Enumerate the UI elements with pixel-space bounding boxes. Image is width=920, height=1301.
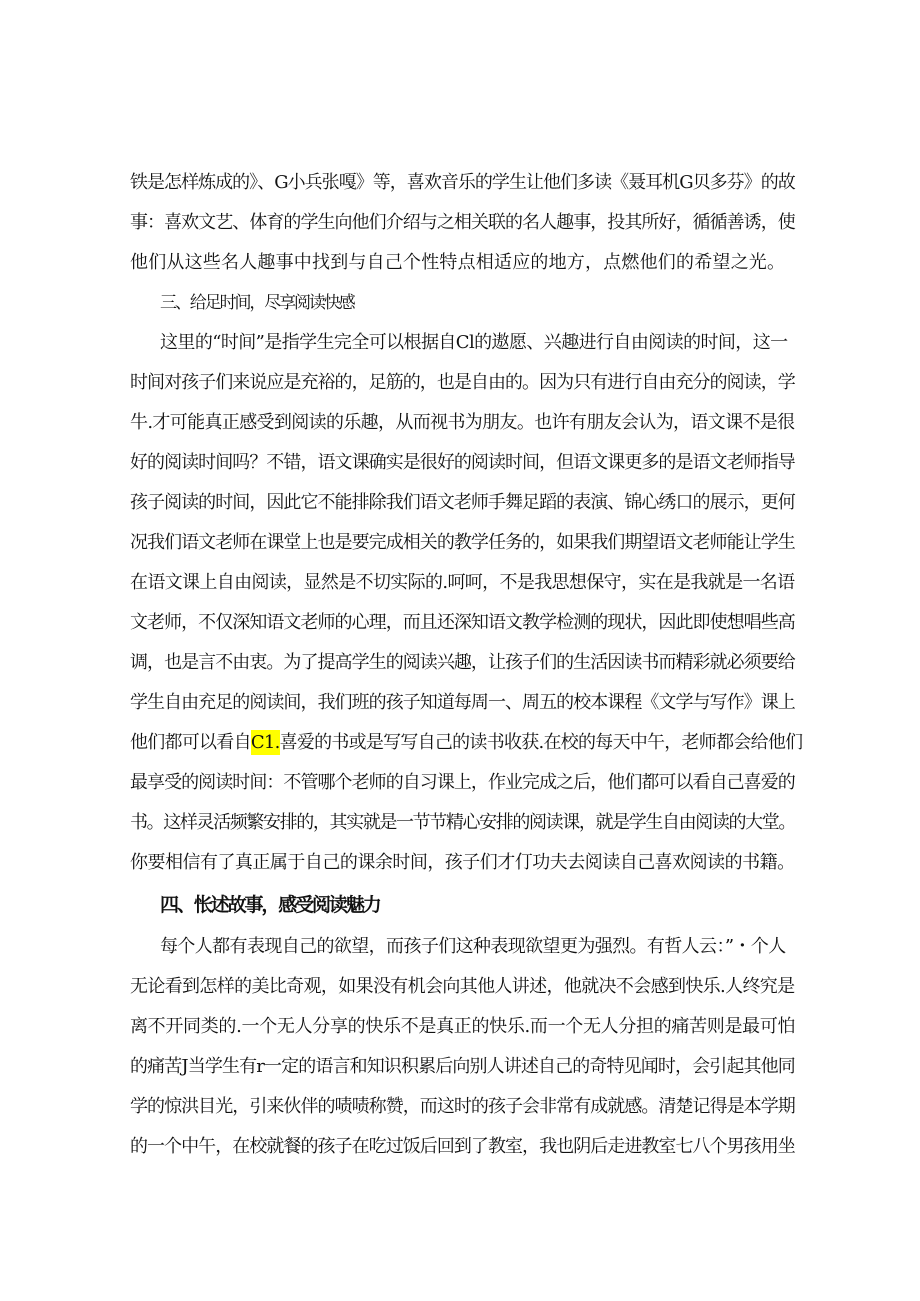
paragraph-line: 牛.才可能真正感受到阅读的乐趣，从而视书为朋友。也许有朋友会认为，语文课不是很 [130,412,795,433]
paragraph-line: 调，也是言不由衷。为了提高学生的阅读兴趣，让孩子们的生活因读书而精彩就必须要给 [130,652,795,673]
paragraph-line: 在语文课上自由阅读，显然是不切实际的.呵呵，不是我思想保守，实在是我就是一名语 [130,572,795,593]
paragraph-line: 时间对孩子们来说应是充裕的，足筋的，也是自由的。因为只有进行自由充分的阅读，学 [130,372,795,393]
paragraph-line: 的一个中午，在校就餐的孩子在吃过饭后回到了教室，我也阴后走进教室七八个男孩用坐 [130,1136,795,1157]
paragraph-line: 孩子阅读的时间，因此它不能排除我们语文老师手舞足蹈的表演、锦心绣口的展示，更何 [130,492,795,513]
text-segment: 喜爱的书或是写写自己的读书收获.在校的每天中午，老师都会给他们 [279,732,803,753]
paragraph-line: 学的惊洪目光，引来伙伴的啧啧称赞，而这时的孩子会非常有成就感。清楚记得是本学期 [130,1096,795,1117]
paragraph-line: 的痛苦J当学生有r一定的语言和知识积累后向别人讲述自己的奇特见闻时，会引起其他同 [130,1056,795,1077]
paragraph-line: 好的阅读时间吗？不错，语文课确实是很好的阅读时间，但语文课更多的是语文老师指导 [130,452,795,473]
paragraph-line: 每个人都有表现自己的欲望，而孩子们这种表现欲望更为强烈。有哲人云：”・个人 [160,936,786,957]
paragraph-line: 学生自由充足的阅读间，我们班的孩子知道每周一、周五的校本课程《文学与写作》课上 [130,692,795,713]
paragraph-line: 他们从这些名人趣事中找到与自己个性特点相适应的地方，点燃他们的希望之光。 [130,252,786,273]
paragraph-line: 你要相信有了真正属于自己的课余时间，孩子们才仃功夫去阅读自己喜欢阅读的书籍。 [130,852,795,873]
highlighted-text: C1. [250,732,280,753]
paragraph-line-highlighted [130,723,803,763]
paragraph-line: 最享受的阅读时间：不管哪个老师的自习课上，作业完成之后，他们都可以看自己喜爱的 [130,772,795,793]
text-segment: 他们都可以看自 [130,732,251,753]
paragraph-line: 书。这样灵活频繁安排的，其实就是一节节精心安排的阅读课，就是学生自由阅读的大堂。 [130,812,795,833]
paragraph-line: 这里的“时间”是指学生完全可以根据自Cl的遨愿、兴趣进行自由阅读的时间，这一 [160,332,788,353]
section-heading: 四、怅述故事，感受阅读魅力 [160,894,380,916]
paragraph-line: 事：喜欢文艺、体育的学生向他们介绍与之相关联的名人趣事，投其所好，循循善诱，使 [130,212,795,233]
paragraph-line: 离不开同类的.一个无人分享的快乐不是真正的快乐.而一个无人分担的痛苦则是最可怕 [130,1016,796,1037]
paragraph-line: 况我们语文老师在课堂上也是要完成相关的教学任务的，如果我们期望语文老师能让学生 [130,532,795,553]
paragraph-line: 无论看到怎样的美比奇观，如果没有机会向其他人讲述，他就决不会感到快乐.人终究是 [130,976,795,997]
paragraph-line: 文老师，不仅深知语文老师的心理，而且还深知语文教学检测的现状，因此即使想唱些高 [130,612,795,633]
paragraph-line: 铁是怎样炼成的》、G小兵张嘎》等，喜欢音乐的学生让他们多读《聂耳机G贝多芬》的故 [130,172,795,193]
section-heading: 三、给足时间，尽享阅读快感 [160,293,354,313]
